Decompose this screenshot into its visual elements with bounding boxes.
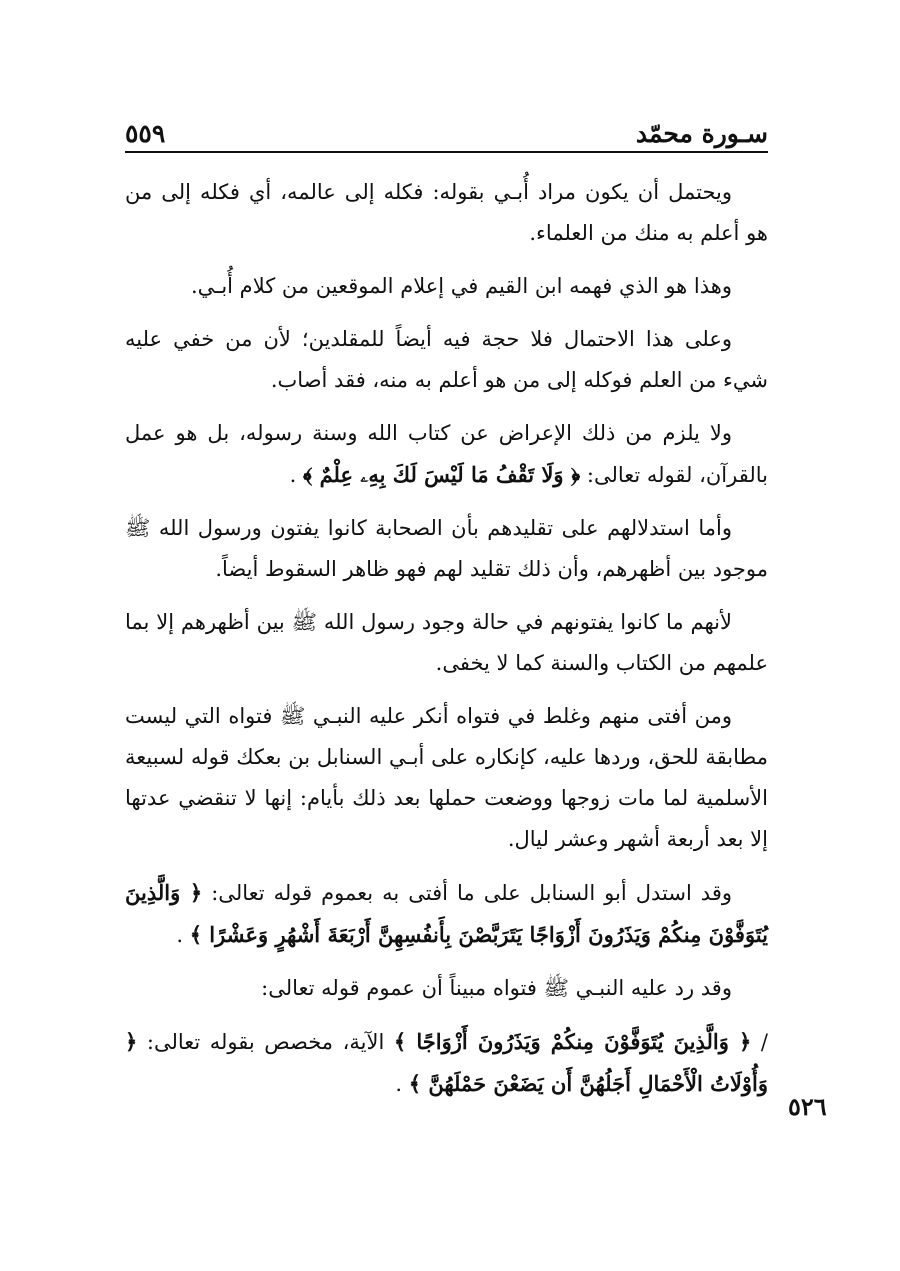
page-header <box>125 112 768 148</box>
paragraph-text-after: . <box>395 1072 403 1096</box>
paragraph <box>125 968 768 1009</box>
paragraph-text: ولا يلزم من ذلك الإعراض عن كتاب الله وسنة رسوله، بل هو عمل بالقرآن، لقوله تعالى: <box>125 421 768 487</box>
paragraph-text-after: . <box>176 923 183 947</box>
paragraph <box>125 413 768 496</box>
page-body <box>125 172 768 1117</box>
paragraph <box>125 508 768 590</box>
paragraph <box>125 172 768 254</box>
quran-verse: ﴿ وَالَّذِينَ يُتَوَفَّوْنَ مِنكُمْ وَيَذَرُونَ أَزْوَاجًا يَتَرَبَّصْنَ بِأَنفُسِهِنَّ أَرْبَعَةَ أَشْهُرٍ وَعَشْرًا ﴾ <box>125 880 768 947</box>
paragraph-text: وأما استدلالهم على تقليدهم بأن الصحابة كانوا يفتون ورسول الله ﷺ موجود بين أظهرهم، وأن ذلك تقليد لهم فهو ظاهر السقوط أيضاً. <box>125 516 768 581</box>
paragraph-text: وقد رد عليه النبـي ﷺ فتواه مبيناً أن عموم قوله تعالى: <box>261 976 732 1000</box>
quran-verse: ﴿ وَلَا تَقْفُ مَا لَيْسَ لَكَ بِهِۦ عِلْمٌ ﴾ <box>302 462 581 487</box>
surah-title: سـورة محمّد <box>635 119 768 148</box>
paragraph-text: وهذا هو الذي فهمه ابن القيم في إعلام الموقعين من كلام أُبـي. <box>191 274 732 298</box>
paragraph <box>125 696 768 860</box>
paragraph-text-after: . <box>289 463 297 487</box>
paragraph-text: وعلى هذا الاحتمال فلا حجة فيه أيضاً للمقلدين؛ لأن من خفي عليه شيء من العلم فوكله إلى من هو أعلم به منه، فقد أصاب. <box>125 327 768 392</box>
quran-verse: ﴿ وَالَّذِينَ يُتَوَفَّوْنَ مِنكُمْ وَيَذَرُونَ أَزْوَاجًا ﴾ <box>393 1029 752 1054</box>
header-divider <box>125 151 768 153</box>
paragraph <box>125 872 768 956</box>
margin-page-number: ٥٢٦ <box>788 1092 827 1121</box>
paragraph <box>125 1021 768 1105</box>
paragraph-text: وقد استدل أبو السنابل على ما أفتى به بعموم قوله تعالى: <box>211 881 733 905</box>
paragraph-text: ومن أفتى منهم وغلط في فتواه أنكر عليه النبـي ﷺ فتواه التي ليست مطابقة للحق، وردها عليه، كإنكاره على أبـي السنابل بن بعكك قوله لسبيعة الأسلمية لما مات زوجها ووضعت حملها بعد ذلك بأيام: إنها لا تنقضي عدتها إلا بعد أربعة أشهر وعشر ليال. <box>125 704 768 851</box>
paragraph <box>125 319 768 401</box>
paragraph-text: ويحتمل أن يكون مراد أُبـي بقوله: فكله إلى عالمه، أي فكله إلى من هو أعلم به منك من العلماء. <box>125 180 768 245</box>
paragraph-text-after: الآية، مخصص بقوله تعالى: <box>146 1030 385 1054</box>
paragraph <box>125 602 768 684</box>
paragraph-text: لأنهم ما كانوا يفتونهم في حالة وجود رسول الله ﷺ بين أظهرهم إلا بما علمهم من الكتاب والسنة كما لا يخفى. <box>125 610 768 675</box>
page-number: ٥٥٩ <box>125 119 166 148</box>
paragraph <box>125 266 768 307</box>
quran-verse: ﴿ وَأُوْلَاتُ الْأَحْمَالِ أَجَلُهُنَّ أَن يَضَعْنَ حَمْلَهُنَّ ﴾ <box>125 1029 768 1096</box>
page-break-marker: / <box>760 1030 768 1054</box>
